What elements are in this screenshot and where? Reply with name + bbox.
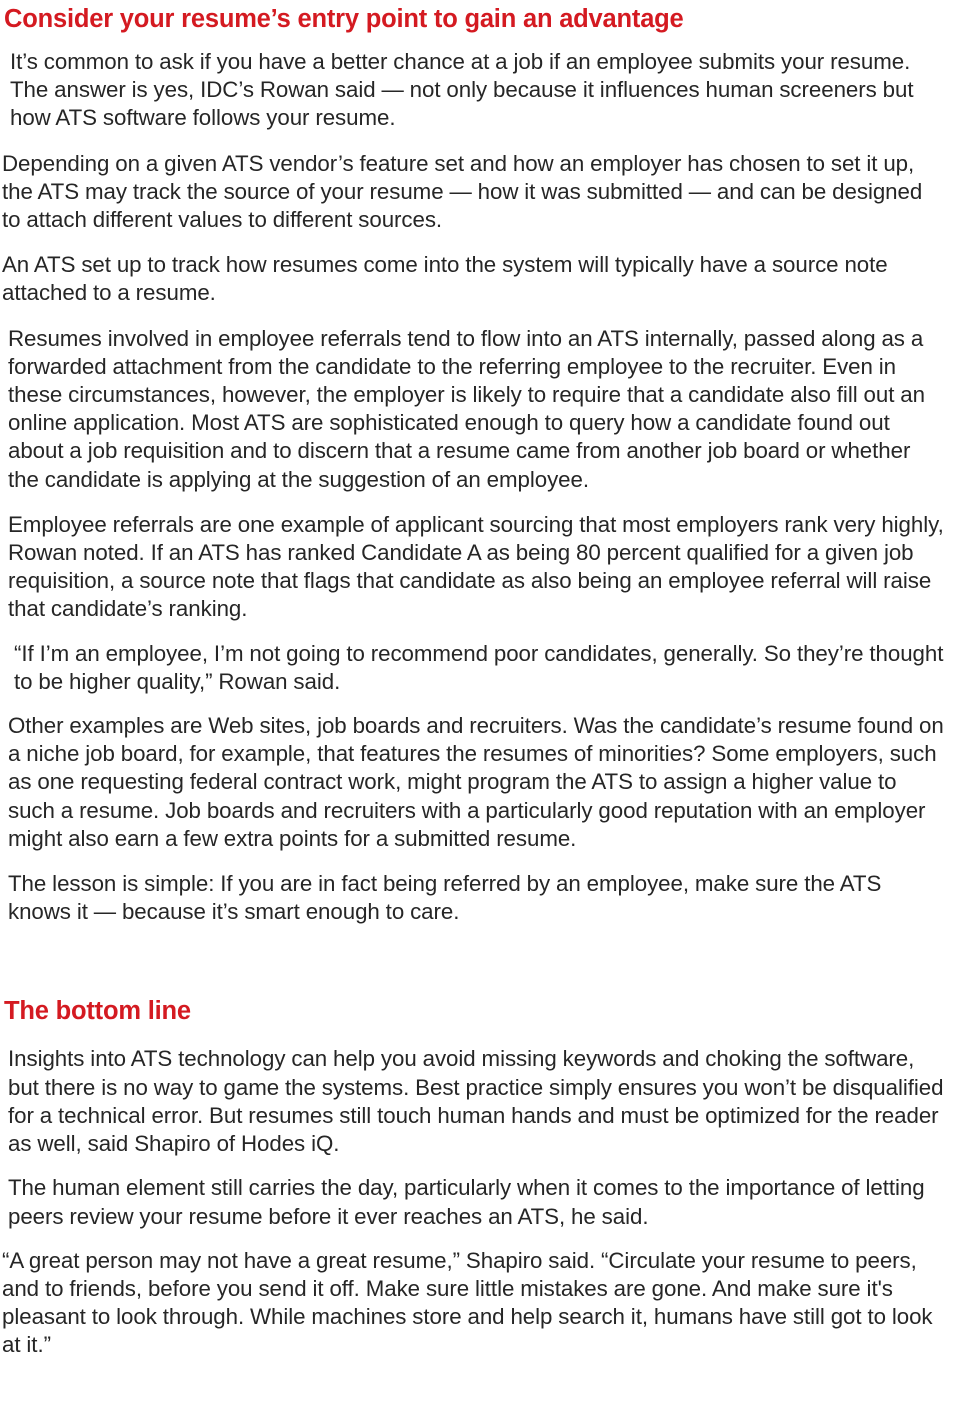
- spacer: [2, 1231, 946, 1247]
- spacer-after-section-heading: [2, 1027, 946, 1045]
- section-heading-bottom-line: The bottom line: [4, 997, 191, 1026]
- paragraph-other-examples: Other examples are Web sites, job boards and recruiters. Was the candidate’s resume found on a niche job board, for example, that features the resumes of minorities? Some employers, such as one requesting federal contract work, might program the ATS to assign a higher value to such a resume. Job boards and recruiters with a particularly good reputation with an employer might also earn a few extra points for a submitted resume.: [8, 713, 944, 851]
- paragraph-lesson: The lesson is simple: If you are in fact being referred by an employee, make sure the ATS knows it — because it’s smart enough to care.: [8, 871, 882, 925]
- paragraph-source-note: An ATS set up to track how resumes come into the system will typically have a source note attached to a resume.: [2, 252, 888, 306]
- paragraph-rowan-quote: “If I’m an employee, I’m not going to recommend poor candidates, generally. So they’re thought to be higher quality,” Rowan said.: [14, 640, 944, 694]
- spacer: [2, 1158, 946, 1174]
- spacer: [2, 308, 946, 325]
- spacer: [2, 696, 946, 712]
- spacer-after-title: [2, 35, 946, 48]
- spacer: [2, 133, 946, 150]
- paragraph-human-element: The human element still carries the day, particularly when it comes to the importance of letting peers review your resume before it ever reaches an ATS, he said.: [8, 1175, 925, 1229]
- paragraph-referral-ranking: Employee referrals are one example of applicant sourcing that most employers rank very highly, Rowan noted. If an ATS has ranked Candidate A as being 80 percent qualified for a given job requisition, a source note that flags that candidate as also being an employee referral will raise that candidate’s ranking.: [8, 511, 944, 622]
- spacer: [2, 234, 946, 251]
- paragraph-shapiro-quote: “A great person may not have a great resume,” Shapiro said. “Circulate your resume to peers, and to friends, before you send it off. Make sure little mistakes are gone. And make sure it's pleasant to look through. While machines store and help search it, humans have still got to look at it.”: [2, 1247, 933, 1358]
- spacer-before-section: [2, 926, 946, 996]
- page-title: Consider your resume’s entry point to gain an advantage: [4, 5, 684, 33]
- paragraph-insights: Insights into ATS technology can help you avoid missing keywords and choking the software, but there is no way to game the systems. Best practice simply ensures you won’t be disqualified for a technical error. But resumes still touch human hands and must be optimized for the reader as well, said Shapiro of Hodes iQ.: [8, 1046, 944, 1157]
- spacer: [2, 624, 946, 640]
- spacer: [2, 853, 946, 870]
- spacer: [2, 494, 946, 511]
- paragraph-intro: It’s common to ask if you have a better chance at a job if an employee submits your resume. The answer is yes, IDC’s Rowan said — not only because it influences human screeners but how ATS software follows your resume.: [10, 49, 914, 131]
- paragraph-employee-referrals-flow: Resumes involved in employee referrals tend to flow into an ATS internally, passed along as a forwarded attachment from the candidate to the referring employee to the recruiter. Even in these circumstances, however, the employer is likely to require that a candidate also fill out an online application. Most ATS are sophisticated enough to query how a candidate found out about a job requisition and to discern that a resume came from another job board or whether the candidate is applying at the suggestion of an employee.: [8, 325, 925, 492]
- paragraph-ats-vendor-feature-set: Depending on a given ATS vendor’s feature set and how an employer has chosen to set it up, the ATS may track the source of your resume — how it was submitted — and can be designed to attach different values to different sources.: [2, 150, 923, 233]
